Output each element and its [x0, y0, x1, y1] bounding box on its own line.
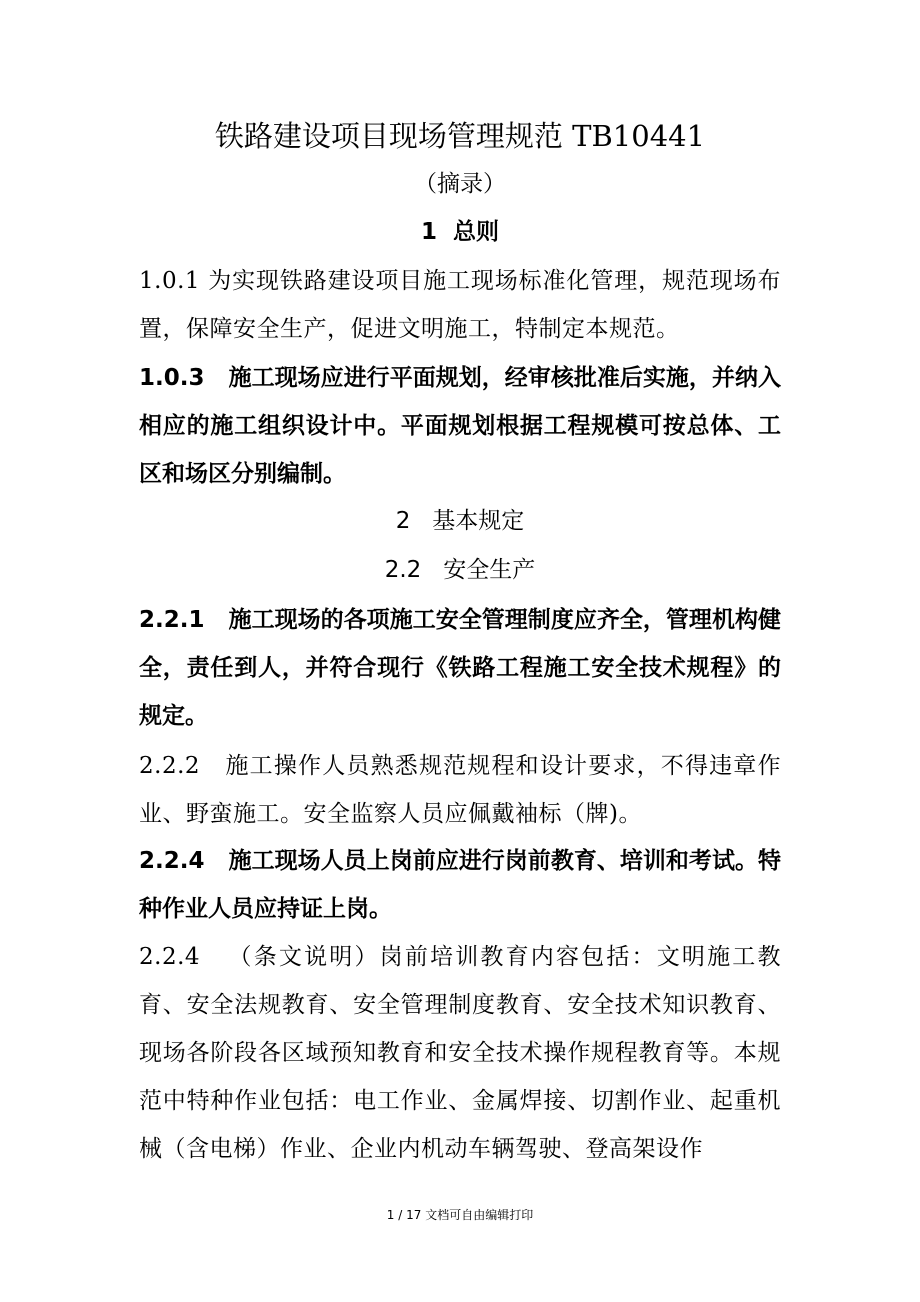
- section-heading-safety: 2.2 安全生产: [384, 557, 536, 583]
- clause-2-2-4-note: 2.2.4 （条文说明）岗前培训教育内容包括：文明施工教育、安全法规教育、安全管理制度教育、安全技术知识教育、现场各阶段各区域预知教育和安全技术操作规程教育等。本规范中特种作业包括：电工作业、金属焊接、切割作业、起重机械（含电梯）作业、企业内机动车辆驾驶、登高架设作: [139, 944, 781, 1162]
- document-title: 铁路建设项目现场管理规范 TB10441: [214, 119, 706, 153]
- clause-1-0-1: 1.0.1 为实现铁路建设项目施工现场标准化管理，规范现场布置，保障安全生产，促进文明施工，特制定本规范。: [139, 268, 781, 342]
- section-heading-general: 1 总则: [420, 219, 500, 245]
- section-heading-basic-rules: 2 基本规定: [395, 508, 525, 534]
- document-subtitle: （摘录）: [414, 171, 506, 197]
- clause-1-0-3: 1.0.3 施工现场应进行平面规划，经审核批准后实施，并纳入相应的施工组织设计中。平面规划根据工程规模可按总体、工区和场区分别编制。: [139, 365, 781, 487]
- clause-2-2-2: 2.2.2 施工操作人员熟悉规范规程和设计要求，不得违章作业、野蛮施工。安全监察人员应佩戴袖标（牌)。: [139, 753, 781, 827]
- clause-2-2-1: 2.2.1 施工现场的各项施工安全管理制度应齐全，管理机构健全，责任到人，并符合现行《铁路工程施工安全技术规程》的规定。: [139, 607, 781, 729]
- page-footer: 1 / 17 文档可自由编辑打印: [386, 1208, 534, 1222]
- clause-2-2-4: 2.2.4 施工现场人员上岗前应进行岗前教育、培训和考试。特种作业人员应持证上岗。: [139, 848, 781, 922]
